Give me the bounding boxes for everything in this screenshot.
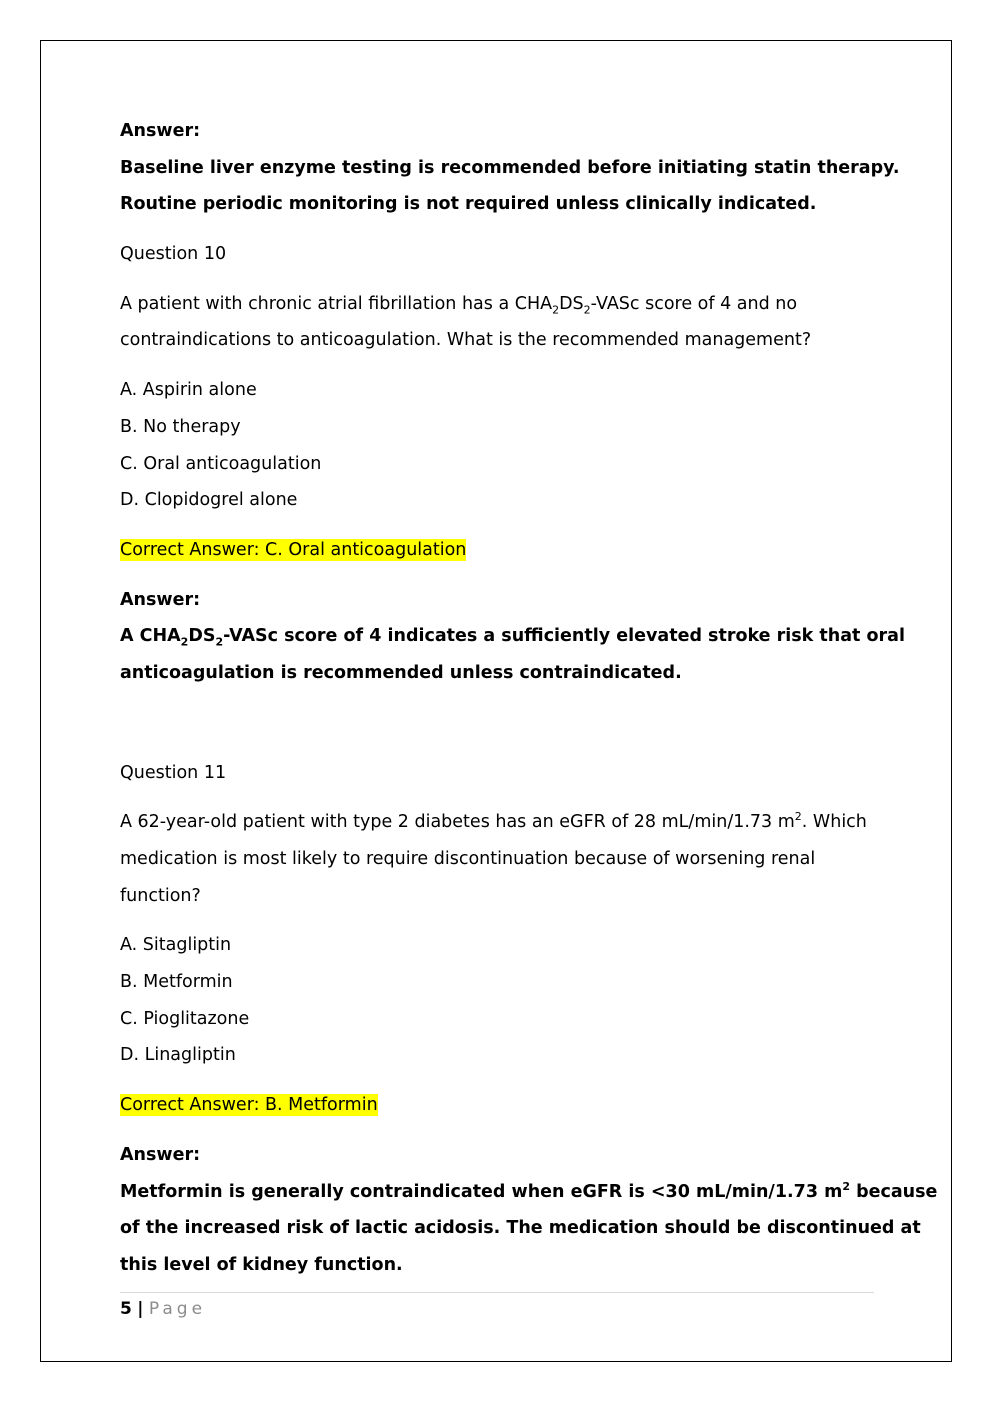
q10-answer-label: Answer: bbox=[120, 589, 201, 610]
q11-answer-line-2: of the increased risk of lactic acidosis. The medication should be discontinued at bbox=[120, 1218, 921, 1239]
footer-separator: | bbox=[137, 1299, 144, 1319]
q9-answer-label: Answer: bbox=[120, 121, 201, 141]
q10-option-c: C. Oral anticoagulation bbox=[120, 453, 322, 474]
page-number: 5 bbox=[120, 1299, 132, 1319]
q11-option-c: C. Pioglitazone bbox=[120, 1008, 250, 1029]
q11-correct-answer bbox=[120, 1093, 880, 1130]
q11-option-b: B. Metformin bbox=[120, 972, 233, 993]
footer-divider bbox=[120, 1292, 874, 1293]
q10-stem-line-1: A patient with chronic atrial fibrillation has a $CHA_2DS_2$-VASc score of 4 and no bbox=[120, 293, 798, 317]
q11-stem-line-2: medication is most likely to require discontinuation because of worsening renal bbox=[120, 849, 816, 869]
q10-option-d: D. Clopidogrel alone bbox=[120, 490, 298, 511]
page-footer bbox=[120, 1298, 206, 1320]
q10-correct-answer bbox=[120, 538, 880, 575]
q10-stem-line-2: contraindications to anticoagulation. What is the recommended management? bbox=[120, 330, 812, 351]
page-label: Page bbox=[148, 1299, 207, 1319]
q11-answer-label: Answer: bbox=[120, 1144, 201, 1165]
q11-answer-line-3: this level of kidney function. bbox=[120, 1254, 403, 1275]
q11-title: Question 11 bbox=[120, 762, 227, 783]
q10-option-a: A. Aspirin alone bbox=[120, 380, 257, 401]
q11-correct-answer-highlight: Correct Answer: B. Metformin bbox=[120, 1095, 378, 1116]
q11-option-a: A. Sitagliptin bbox=[120, 935, 232, 956]
document-body bbox=[120, 119, 938, 1290]
q10-correct-answer-highlight: Correct Answer: C. Oral anticoagulation bbox=[120, 539, 467, 560]
q11-option-d: D. Linagliptin bbox=[120, 1045, 236, 1066]
q10-answer-line-2: anticoagulation is recommended unless contraindicated. bbox=[120, 662, 682, 683]
q10-title: Question 10 bbox=[120, 244, 227, 265]
q11-answer-line-1: Metformin is generally contraindicated when eGFR is <30 mL/min/1.73 $m^2$ because bbox=[120, 1179, 938, 1202]
q9-answer-line-1: Baseline liver enzyme testing is recommended before initiating statin therapy. bbox=[120, 157, 900, 178]
q10-option-b: B. No therapy bbox=[120, 416, 241, 437]
q9-answer-line-2: Routine periodic monitoring is not required unless clinically indicated. bbox=[120, 194, 817, 215]
q10-answer-line-1: A $CHA_2DS_2$-VASc score of 4 indicates a sufficiently elevated stroke risk that oral bbox=[120, 626, 905, 649]
q11-stem-line-3: function? bbox=[120, 885, 201, 906]
q11-stem-line-1: A 62-year-old patient with type 2 diabetes has an eGFR of 28 mL/min/1.73 $m^2$. Which bbox=[120, 810, 867, 833]
